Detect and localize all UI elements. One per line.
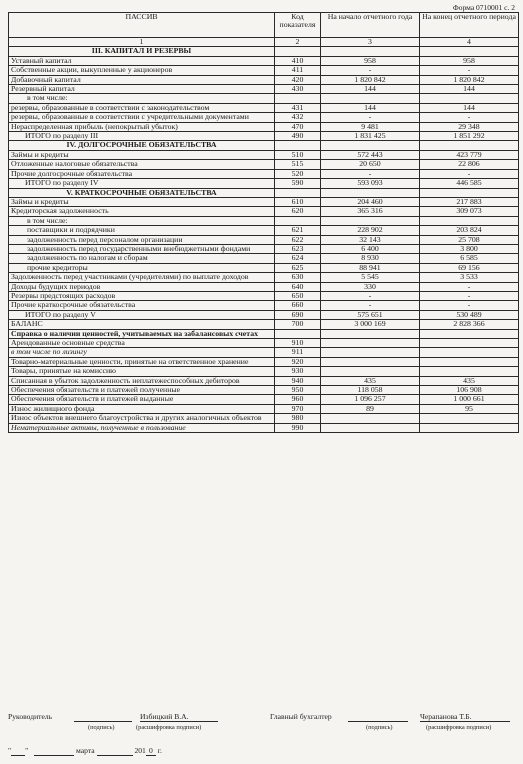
- row-start-value: 204 460: [321, 197, 420, 206]
- table-row: [9, 188, 519, 197]
- row-end-value: 29 348: [420, 122, 519, 131]
- date-month: марта: [76, 746, 95, 755]
- row-label: Резервный капитал: [9, 85, 275, 94]
- row-start-value: 958: [321, 56, 420, 65]
- table-row: [9, 56, 519, 65]
- row-label: Товары, принятые на комиссию: [9, 367, 275, 376]
- row-end-value: -: [420, 169, 519, 178]
- row-end-value: -: [420, 66, 519, 75]
- table-row: [9, 310, 519, 319]
- table-row: [9, 404, 519, 413]
- table-row: [9, 207, 519, 216]
- head-label: Руководитель: [8, 712, 53, 721]
- row-label: Нераспределенная прибыль (непокрытый убыток): [9, 122, 275, 131]
- row-end-value: 144: [420, 85, 519, 94]
- table-row: [9, 329, 519, 338]
- row-code: 960: [275, 395, 321, 404]
- row-label: ИТОГО по разделу V: [9, 310, 275, 319]
- row-end-value: 2 828 366: [420, 320, 519, 329]
- row-start-value: [321, 339, 420, 348]
- row-code: 430: [275, 85, 321, 94]
- date-day-blank: [11, 746, 25, 756]
- row-start-value: [321, 414, 420, 423]
- table-row: [9, 113, 519, 122]
- table-row: [9, 273, 519, 282]
- table-row: [9, 282, 519, 291]
- table-row: [9, 254, 519, 263]
- row-code: 520: [275, 169, 321, 178]
- column-index-2: 2: [275, 38, 321, 47]
- row-end-value: [420, 216, 519, 225]
- accountant-decoding-caption: (расшифровка подписи): [426, 724, 492, 731]
- table-row: [9, 244, 519, 253]
- head-signature-line: [74, 712, 132, 722]
- table-row: [9, 414, 519, 423]
- row-code: 490: [275, 132, 321, 141]
- row-code: 590: [275, 179, 321, 188]
- row-start-value: [321, 94, 420, 103]
- table-row: [9, 226, 519, 235]
- row-code: 410: [275, 56, 321, 65]
- row-label: Займы и кредиты: [9, 150, 275, 159]
- row-code: 990: [275, 423, 321, 432]
- row-start-value: 435: [321, 376, 420, 385]
- row-label: Задолженность перед участниками (учредителями) по выплате доходов: [9, 273, 275, 282]
- table-row: [9, 179, 519, 188]
- row-code: [275, 188, 321, 197]
- table-row: [9, 357, 519, 366]
- row-end-value: [420, 141, 519, 150]
- head-name: Избицкий В.А.: [140, 712, 218, 722]
- row-end-value: [420, 47, 519, 56]
- row-label: резервы, образованные в соответствии с законодательством: [9, 103, 275, 112]
- row-code: 660: [275, 301, 321, 310]
- row-start-value: 88 941: [321, 263, 420, 272]
- row-label: Прочие долгосрочные обязательства: [9, 169, 275, 178]
- row-end-value: [420, 357, 519, 366]
- column-index-4: 4: [420, 38, 519, 47]
- row-start-value: [321, 329, 420, 338]
- table-row: [9, 367, 519, 376]
- row-start-value: 144: [321, 85, 420, 94]
- row-code: 621: [275, 226, 321, 235]
- row-label: Списанная в убыток задолженность неплатежеспособных дебиторов: [9, 376, 275, 385]
- row-end-value: [420, 367, 519, 376]
- row-start-value: 144: [321, 103, 420, 112]
- row-code: 690: [275, 310, 321, 319]
- row-end-value: 25 708: [420, 235, 519, 244]
- table-row: [9, 169, 519, 178]
- row-code: 620: [275, 207, 321, 216]
- row-label: задолженность по налогам и сборам: [9, 254, 275, 263]
- row-start-value: [321, 47, 420, 56]
- row-start-value: -: [321, 291, 420, 300]
- row-end-value: 309 073: [420, 207, 519, 216]
- row-end-value: [420, 348, 519, 357]
- row-label: IV. ДОЛГОСРОЧНЫЕ ОБЯЗАТЕЛЬСТВА: [9, 141, 275, 150]
- row-start-value: [321, 357, 420, 366]
- row-label: задолженность перед государственными внебюджетными фондами: [9, 244, 275, 253]
- table-row: [9, 122, 519, 131]
- row-label: Кредиторская задолженность: [9, 207, 275, 216]
- row-start-value: -: [321, 66, 420, 75]
- date-blank: [34, 746, 74, 756]
- table-row: [9, 376, 519, 385]
- row-start-value: 575 651: [321, 310, 420, 319]
- row-end-value: 95: [420, 404, 519, 413]
- row-label: БАЛАНС: [9, 320, 275, 329]
- row-code: 930: [275, 367, 321, 376]
- table-row: [9, 291, 519, 300]
- row-start-value: 1 831 425: [321, 132, 420, 141]
- header-start-of-year: На начало отчетного года: [321, 13, 420, 38]
- row-start-value: 20 650: [321, 160, 420, 169]
- row-label: Справка о наличии ценностей, учитываемых на забалансовых счетах: [9, 329, 275, 338]
- table-row: [9, 94, 519, 103]
- row-start-value: 118 058: [321, 386, 420, 395]
- date-year-prefix: 20: [134, 746, 143, 755]
- signature-block: [8, 700, 518, 764]
- row-end-value: 530 489: [420, 310, 519, 319]
- row-end-value: [420, 339, 519, 348]
- row-label: ИТОГО по разделу IV: [9, 179, 275, 188]
- row-start-value: 89: [321, 404, 420, 413]
- head-signature-caption: (подпись): [88, 724, 115, 731]
- balance-liabilities-table: [8, 12, 519, 433]
- row-code: [275, 329, 321, 338]
- table-row: [9, 103, 519, 112]
- row-code: 911: [275, 348, 321, 357]
- row-code: 970: [275, 404, 321, 413]
- row-end-value: [420, 423, 519, 432]
- row-label: Уставный капитал: [9, 56, 275, 65]
- row-end-value: 435: [420, 376, 519, 385]
- row-label: поставщики и подрядчики: [9, 226, 275, 235]
- table-row: [9, 320, 519, 329]
- row-label: Арендованные основные средства: [9, 339, 275, 348]
- row-end-value: 446 585: [420, 179, 519, 188]
- row-end-value: 423 779: [420, 150, 519, 159]
- row-code: 640: [275, 282, 321, 291]
- row-code: [275, 216, 321, 225]
- row-start-value: [321, 188, 420, 197]
- row-start-value: -: [321, 169, 420, 178]
- row-end-value: -: [420, 301, 519, 310]
- head-decoding-caption: (расшифровка подписи): [136, 724, 202, 731]
- row-label: Резервы предстоящих расходов: [9, 291, 275, 300]
- row-label: Износ объектов внешнего благоустройства и других аналогичных объектов: [9, 414, 275, 423]
- row-code: 610: [275, 197, 321, 206]
- row-end-value: 6 585: [420, 254, 519, 263]
- row-label: Прочие краткосрочные обязательства: [9, 301, 275, 310]
- row-end-value: [420, 188, 519, 197]
- row-code: 623: [275, 244, 321, 253]
- row-end-value: 106 908: [420, 386, 519, 395]
- date-year-suffix: 1: [142, 746, 146, 755]
- table-header-row: [9, 13, 519, 38]
- row-end-value: 217 883: [420, 197, 519, 206]
- row-end-value: 69 156: [420, 263, 519, 272]
- row-end-value: [420, 329, 519, 338]
- row-label: Отложенные налоговые обязательства: [9, 160, 275, 169]
- table-row: [9, 395, 519, 404]
- row-start-value: 3 000 169: [321, 320, 420, 329]
- row-label: в том числе:: [9, 94, 275, 103]
- table-row: [9, 75, 519, 84]
- row-start-value: 330: [321, 282, 420, 291]
- row-end-value: 1 820 842: [420, 75, 519, 84]
- row-code: 470: [275, 122, 321, 131]
- table-row: [9, 348, 519, 357]
- row-label: резервы, образованные в соответствии с учредительными документами: [9, 113, 275, 122]
- row-code: [275, 94, 321, 103]
- row-code: [275, 47, 321, 56]
- row-code: 950: [275, 386, 321, 395]
- row-code: [275, 141, 321, 150]
- row-label: Нематериальные активы, полученные в пользование: [9, 423, 275, 432]
- row-code: 650: [275, 291, 321, 300]
- row-start-value: -: [321, 113, 420, 122]
- column-index-row: [9, 38, 519, 47]
- row-label: Доходы будущих периодов: [9, 282, 275, 291]
- accountant-name: Черапанова Т.Б.: [420, 712, 510, 722]
- row-code: 510: [275, 150, 321, 159]
- row-code: 431: [275, 103, 321, 112]
- table-row: [9, 423, 519, 432]
- row-end-value: 22 806: [420, 160, 519, 169]
- accountant-signature-caption: (подпись): [366, 724, 393, 731]
- row-start-value: 1 096 257: [321, 395, 420, 404]
- accountant-signature-line: [348, 712, 408, 722]
- row-start-value: 228 902: [321, 226, 420, 235]
- row-start-value: 6 400: [321, 244, 420, 253]
- row-code: 515: [275, 160, 321, 169]
- row-start-value: 32 143: [321, 235, 420, 244]
- row-start-value: 593 093: [321, 179, 420, 188]
- row-end-value: 1 000 661: [420, 395, 519, 404]
- row-end-value: -: [420, 291, 519, 300]
- row-code: 940: [275, 376, 321, 385]
- row-label: в том числе по лизингу: [9, 348, 275, 357]
- row-code: 920: [275, 357, 321, 366]
- row-start-value: 8 930: [321, 254, 420, 263]
- table-body: [9, 38, 519, 433]
- form-code: Форма 0710001 с. 2: [452, 3, 515, 12]
- row-label: V. КРАТКОСРОЧНЫЕ ОБЯЗАТЕЛЬСТВА: [9, 188, 275, 197]
- table-row: [9, 47, 519, 56]
- row-start-value: [321, 216, 420, 225]
- row-end-value: 144: [420, 103, 519, 112]
- header-liabilities: ПАССИВ: [9, 13, 275, 38]
- row-end-value: [420, 94, 519, 103]
- row-end-value: 958: [420, 56, 519, 65]
- accountant-label: Главный бухгалтер: [270, 712, 332, 721]
- row-label: Износ жилищного фонда: [9, 404, 275, 413]
- row-end-value: 1 851 292: [420, 132, 519, 141]
- row-start-value: 1 820 842: [321, 75, 420, 84]
- row-label: Добавочный капитал: [9, 75, 275, 84]
- row-end-value: -: [420, 282, 519, 291]
- header-code: Код показателя: [275, 13, 321, 38]
- table-row: [9, 85, 519, 94]
- table-row: [9, 386, 519, 395]
- row-code: 622: [275, 235, 321, 244]
- table-row: [9, 150, 519, 159]
- table-row: [9, 216, 519, 225]
- row-label: Собственные акции, выкупленные у акционеров: [9, 66, 275, 75]
- date-year-digit: 0: [146, 746, 156, 756]
- report-date: " " марта 201 0 г.: [8, 746, 162, 755]
- table-row: [9, 197, 519, 206]
- row-code: 980: [275, 414, 321, 423]
- row-code: 420: [275, 75, 321, 84]
- row-start-value: [321, 348, 420, 357]
- row-label: Займы и кредиты: [9, 197, 275, 206]
- row-label: ИТОГО по разделу III: [9, 132, 275, 141]
- row-start-value: [321, 423, 420, 432]
- row-code: 624: [275, 254, 321, 263]
- row-end-value: 203 824: [420, 226, 519, 235]
- row-label: прочие кредиторы: [9, 263, 275, 272]
- column-index-3: 3: [321, 38, 420, 47]
- row-code: 625: [275, 263, 321, 272]
- date-year-end: г.: [157, 746, 162, 755]
- row-start-value: [321, 141, 420, 150]
- row-code: 910: [275, 339, 321, 348]
- table-row: [9, 301, 519, 310]
- header-end-of-period: На конец отчетного периода: [420, 13, 519, 38]
- row-code: 630: [275, 273, 321, 282]
- row-start-value: 5 545: [321, 273, 420, 282]
- row-start-value: -: [321, 301, 420, 310]
- table-row: [9, 339, 519, 348]
- row-end-value: 3 533: [420, 273, 519, 282]
- row-end-value: 3 800: [420, 244, 519, 253]
- table-row: [9, 263, 519, 272]
- row-label: в том числе:: [9, 216, 275, 225]
- row-label: задолженность перед персоналом организации: [9, 235, 275, 244]
- row-label: Обеспечения обязательств и платежей выданные: [9, 395, 275, 404]
- row-code: 432: [275, 113, 321, 122]
- row-end-value: [420, 414, 519, 423]
- row-start-value: 9 481: [321, 122, 420, 131]
- column-index-1: 1: [9, 38, 275, 47]
- row-code: 411: [275, 66, 321, 75]
- row-label: III. КАПИТАЛ И РЕЗЕРВЫ: [9, 47, 275, 56]
- table-row: [9, 235, 519, 244]
- table-row: [9, 141, 519, 150]
- row-start-value: [321, 367, 420, 376]
- row-code: 700: [275, 320, 321, 329]
- row-end-value: -: [420, 113, 519, 122]
- table-row: [9, 160, 519, 169]
- table-row: [9, 66, 519, 75]
- row-start-value: 572 443: [321, 150, 420, 159]
- row-label: Товарно-материальные ценности, принятые на ответственное хранение: [9, 357, 275, 366]
- table-row: [9, 132, 519, 141]
- row-label: Обеспечения обязательств и платежей полученные: [9, 386, 275, 395]
- row-start-value: 365 316: [321, 207, 420, 216]
